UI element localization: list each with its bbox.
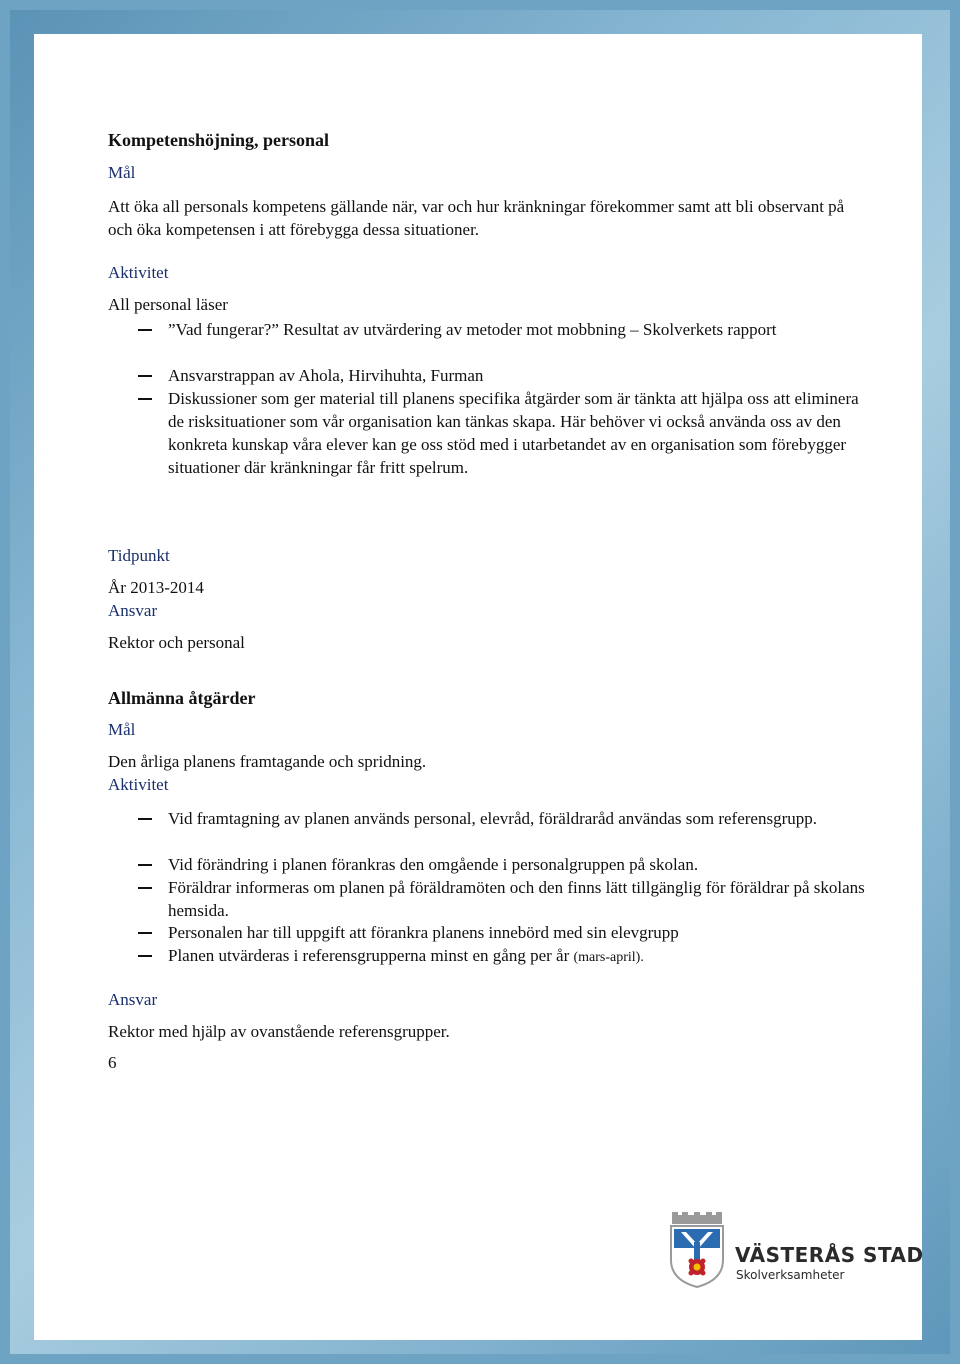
list-item-text: Vid framtagning av planen används personal, elevråd, föräldraråd användas som referensgrupp. — [168, 809, 817, 828]
dash-bullet-icon — [138, 818, 152, 820]
list-item — [138, 387, 873, 479]
aktivitet-label: Aktivitet — [108, 263, 169, 282]
list-item — [138, 364, 873, 387]
tidpunkt-label: Tidpunkt — [108, 546, 170, 565]
section-heading-allmanna: Allmänna åtgärder — [108, 688, 256, 708]
list-item-suffix: (mars-april). — [573, 950, 644, 965]
list-item-text: Ansvarstrappan av Ahola, Hirvihuhta, Furman — [168, 366, 484, 385]
list-item-text: Personalen har till uppgift att förankra planens innebörd med sin elevgrupp — [168, 923, 679, 942]
list-item — [138, 318, 873, 341]
dash-bullet-icon — [138, 887, 152, 889]
list-item-text: Diskussioner som ger material till planens specifika åtgärder som är tänkta att hjälpa oss att eliminera de risksituationer som vår organisation kan tänkas skapa. Här behöver vi också använda oss av den konkreta kunskap våra elever kan ge oss stöd med i utarbetandet av en organisation som förebygger situationer där kränkningar får fritt spelrum. — [168, 389, 859, 477]
tidpunkt-value: År 2013-2014 — [108, 578, 204, 597]
dash-bullet-icon — [138, 329, 152, 331]
list-item-text: Vid förändring i planen förankras den omgående i personalgruppen på skolan. — [168, 855, 699, 874]
list-item-text: Föräldrar informeras om planen på föräldramöten och den finns lätt tillgänglig för föräldrar på skolans hemsida. — [168, 878, 865, 920]
list-item-text: Planen utvärderas i referensgrupperna minst en gång per år — [168, 946, 570, 965]
rose-icon — [689, 1259, 706, 1276]
list-item — [138, 944, 873, 969]
crown-icon — [672, 1212, 722, 1224]
mal-label: Mål — [108, 163, 136, 182]
list-item — [138, 807, 873, 830]
list-item — [138, 853, 873, 876]
mal-text: Att öka all personals kompetens gällande när, var och hur kränkningar förekommer samt att bli observant på och öka kompetensen i att förebygga dessa situationer. — [108, 197, 845, 239]
ansvar-label: Ansvar — [108, 601, 158, 620]
ansvar-value: Rektor med hjälp av ovanstående referensgrupper. — [108, 1022, 450, 1041]
dash-bullet-icon — [138, 932, 152, 934]
list-item — [138, 876, 873, 922]
shield-icon — [671, 1226, 723, 1287]
list-item — [138, 921, 873, 944]
intro-text: All personal läser — [108, 295, 228, 314]
list-item-text: ”Vad fungerar?” Resultat av utvärdering av metoder mot mobbning – Skolverkets rapport — [168, 320, 777, 339]
mal-label: Mål — [108, 720, 136, 739]
ansvar-value: Rektor och personal — [108, 633, 245, 652]
page-number: 6 — [108, 1053, 117, 1072]
dash-bullet-icon — [138, 955, 152, 957]
aktivitet-label: Aktivitet — [108, 775, 169, 794]
dash-bullet-icon — [138, 864, 152, 866]
section-heading-kompetens: Kompetenshöjning, personal — [108, 130, 330, 150]
ansvar-label: Ansvar — [108, 990, 158, 1009]
logo-name: VÄSTERÅS STAD — [735, 1243, 924, 1267]
dash-bullet-icon — [138, 398, 152, 400]
dash-bullet-icon — [138, 375, 152, 377]
mal-text: Den årliga planens framtagande och spridning. — [108, 752, 427, 771]
logo-subtitle: Skolverksamheter — [736, 1268, 845, 1282]
